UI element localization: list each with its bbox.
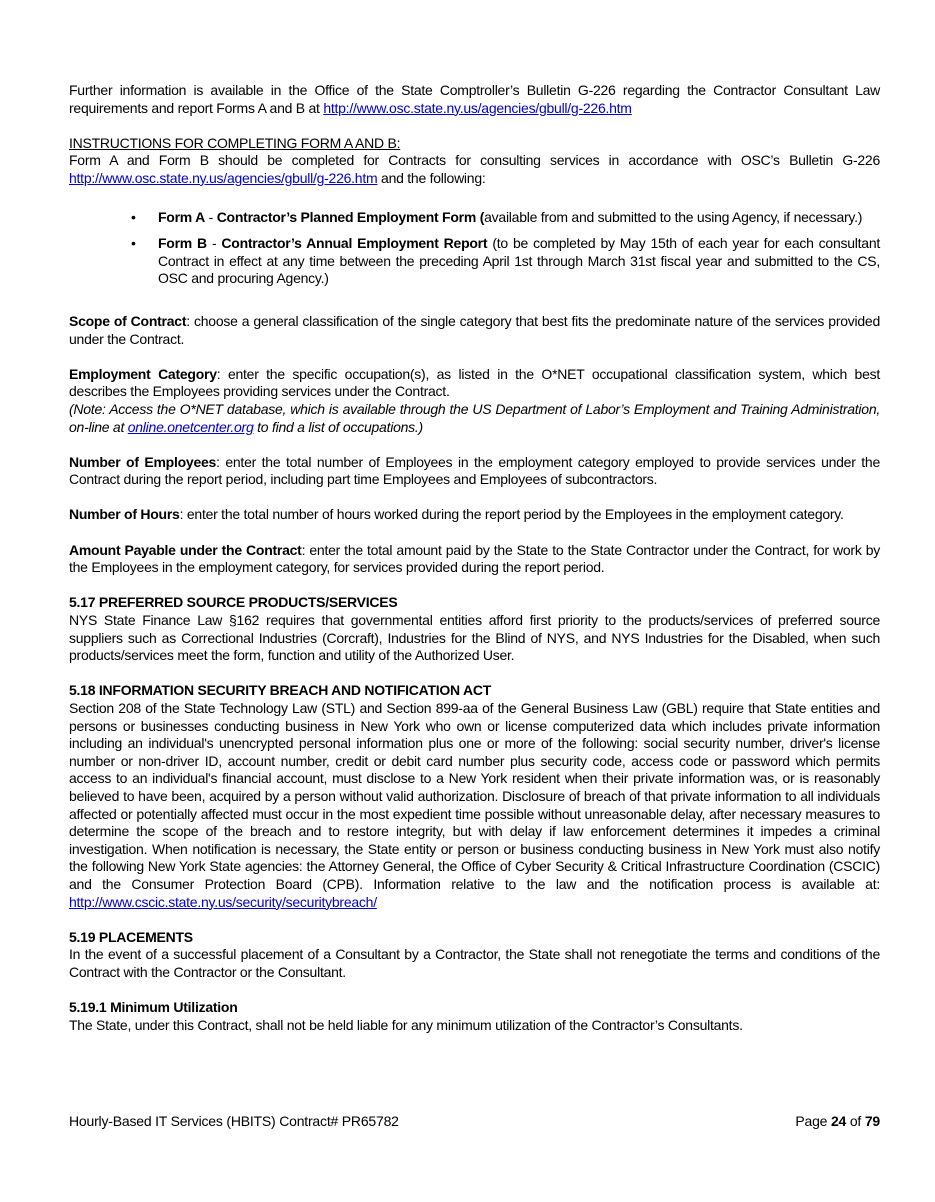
section-heading: 5.19 PLACEMENTS bbox=[69, 928, 193, 945]
dash: - bbox=[204, 208, 217, 225]
employment-paragraph bbox=[69, 366, 880, 436]
term: Employment Category bbox=[69, 365, 217, 382]
term: Number of Hours bbox=[69, 506, 180, 523]
instructions-text-after: and the following: bbox=[377, 169, 486, 186]
scope-paragraph bbox=[69, 313, 880, 348]
form-b-title: Contractor’s Annual Employment Report bbox=[221, 235, 488, 252]
section-text: The State, under this Contract, shall not be held liable for any minimum utilization of the Contractor’s Consultants. bbox=[69, 1016, 743, 1033]
definition: : choose a general classification of the single category that best fits the predominate nature of the services provided under the Contract. bbox=[69, 312, 880, 347]
section-5-17 bbox=[69, 594, 880, 664]
section-5-19 bbox=[69, 929, 880, 982]
form-b-label: Form B bbox=[158, 235, 207, 252]
form-b-desc: (to be completed by May 15th of each year for each consultant Contract in effect at any time between the preceding April 1st through March 31st fiscal year and submitted to the CS, OSC and procuring Agency.) bbox=[158, 235, 881, 287]
note-after: to find a list of occupations.) bbox=[253, 418, 423, 435]
definition: : enter the total number of hours worked during the report period by the Employees in the employment category. bbox=[179, 506, 844, 523]
form-a-desc: available from and submitted to the using Agency, if necessary.) bbox=[484, 208, 863, 225]
definition: : enter the specific occupation(s), as listed in the O*NET occupational classification system, which best describes the Employees providing services under the Contract. bbox=[69, 365, 880, 400]
instructions-paragraph bbox=[69, 135, 880, 188]
page-number bbox=[795, 1113, 880, 1129]
amount-paragraph bbox=[69, 542, 880, 577]
section-heading: 5.19.1 Minimum Utilization bbox=[69, 999, 238, 1016]
section-text: NYS State Finance Law §162 requires that governmental entities afford first priority to the products/services of preferred source suppliers such as Correctional Industries (Corcraft), Industries for the Blind of NYS, and NYS Industries for the Disabled, when such products/services meet the form, function and utility of the Authorized User. bbox=[69, 612, 880, 664]
footer-title: Hourly-Based IT Services (HBITS) Contract# PR65782 bbox=[69, 1113, 399, 1129]
list-item bbox=[158, 235, 880, 288]
term: Amount Payable under the Contract bbox=[69, 541, 302, 558]
instructions-text: Form A and Form B should be completed for Contracts for consulting services in accordance with OSC’s Bulletin G-226 bbox=[69, 152, 880, 169]
section-5-19-1 bbox=[69, 999, 880, 1034]
instructions-heading: INSTRUCTIONS FOR COMPLETING FORM A AND B: bbox=[69, 134, 401, 151]
intro-text: Further information is available in the Office of the State Comptroller’s Bulletin G-226 regarding the Contractor Consultant Law requirements and report Forms A and B at bbox=[69, 82, 880, 116]
section-5-18 bbox=[69, 682, 880, 911]
page-of: of bbox=[846, 1113, 865, 1129]
g226-link[interactable]: http://www.osc.state.ny.us/agencies/gbull/g-226.htm bbox=[323, 99, 632, 116]
g226-link-2[interactable]: http://www.osc.state.ny.us/agencies/gbull/g-226.htm bbox=[69, 169, 378, 186]
page-footer bbox=[69, 1113, 880, 1129]
section-heading: 5.18 INFORMATION SECURITY BREACH AND NOTIFICATION ACT bbox=[69, 682, 492, 699]
employees-paragraph bbox=[69, 454, 880, 489]
definition: : enter the total number of Employees in the employment category employed to provide services under the Contract during the report period, including part time Employees and Employees of subcontractors. bbox=[69, 453, 880, 488]
page-total: 79 bbox=[864, 1113, 880, 1129]
intro-paragraph bbox=[69, 82, 880, 117]
document-page bbox=[69, 82, 880, 1052]
hours-paragraph bbox=[69, 506, 880, 524]
term: Scope of Contract bbox=[69, 312, 187, 329]
term: Number of Employees bbox=[69, 453, 217, 470]
page-label: Page bbox=[795, 1113, 831, 1129]
list-item bbox=[158, 209, 880, 227]
section-text: In the event of a successful placement of a Consultant by a Contractor, the State shall not renegotiate the terms and conditions of the Contract with the Contractor or the Consultant. bbox=[69, 946, 880, 980]
dash: - bbox=[206, 235, 222, 252]
form-a-title: Contractor’s Planned Employment Form ( bbox=[216, 208, 485, 225]
forms-list bbox=[69, 209, 880, 288]
onet-link[interactable]: online.onetcenter.org bbox=[127, 418, 254, 435]
definition: : enter the total amount paid by the State to the State Contractor under the Contract, for work by the Employees in the employment category, for services provided during the report period. bbox=[69, 541, 880, 576]
section-text-wrap bbox=[69, 700, 880, 911]
section-text: Section 208 of the State Technology Law (STL) and Section 899-aa of the General Business Law (GBL) require that State entities and persons or businesses conducting business in New York who own or license computerized data which includes private information including an individual's unencrypted personal information plus one or more of the following: social security number, driver's license number or non-driver ID, account number, credit or debit card number plus security code, access code or password which permits access to an individual's financial account, must disclose to a New York resident when their private information was, or is reasonably believed to have been, acquired by a person without valid authorization. Disclosure of breach of that private information to all individuals affected or potentially affected must occur in the most expedient time possible without unreasonable delay, after necessary measures to determine the scope of the breach and to restore integrity, but with delay if law enforcement determines it impedes a criminal investigation. When notification is necessary, the State entity or person or business conducting business in New York must also notify the following New York State agencies: the Attorney General, the Office of Cyber Security & Critical Infrastructure Coordination (CSCIC) and the Consumer Protection Board (CPB). Information relative to the law and the notification process is available at: bbox=[69, 700, 880, 892]
cscic-link[interactable]: http://www.cscic.state.ny.us/security/securitybreach/ bbox=[69, 893, 377, 910]
note: (Note: Access the O*NET database, which is available through the US Department of Labor’s Employment and Training Administration, on-line at bbox=[69, 400, 880, 435]
section-heading: 5.17 PREFERRED SOURCE PRODUCTS/SERVICES bbox=[69, 594, 398, 611]
page-current: 24 bbox=[830, 1113, 847, 1129]
form-a-label: Form A bbox=[158, 208, 205, 225]
